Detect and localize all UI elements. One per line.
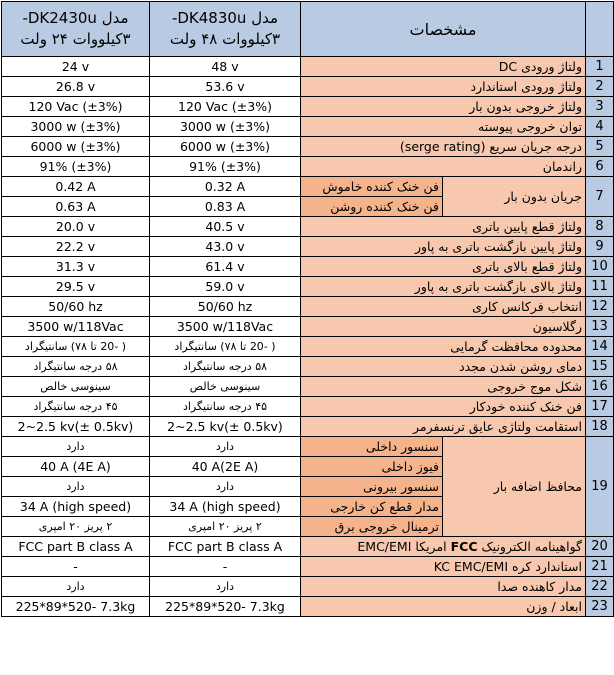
row-number: 5 bbox=[586, 137, 614, 157]
spec-label: جریان بدون بار bbox=[443, 177, 586, 217]
value-model-a: 50/60 hz bbox=[2, 297, 150, 317]
table-row bbox=[2, 277, 614, 297]
value-model-a: - bbox=[2, 557, 150, 577]
spec-label: مدار کاهنده صدا bbox=[301, 577, 586, 597]
table-row bbox=[2, 257, 614, 277]
row-number: 10 bbox=[586, 257, 614, 277]
spec-table bbox=[1, 1, 614, 617]
header-model-a-line1: مدل DK2430u- bbox=[22, 9, 129, 27]
spec-label: استقامت ولتاژی عایق ترنسفرمر bbox=[301, 417, 586, 437]
header-row bbox=[2, 2, 614, 57]
spec-label bbox=[301, 537, 586, 557]
value-model-a: 2~2.5 kv(± 0.5kv) bbox=[2, 417, 150, 437]
row-number: 3 bbox=[586, 97, 614, 117]
table-row bbox=[2, 297, 614, 317]
sub-spec-label: فن خنک کننده روشن bbox=[301, 197, 443, 217]
value-model-b: دارد bbox=[150, 437, 301, 457]
table-row bbox=[2, 397, 614, 417]
spec-label: ولتاژ خروجی بدون بار bbox=[301, 97, 586, 117]
value-model-b: 6000 w (±3%) bbox=[150, 137, 301, 157]
value-model-b: 59.0 v bbox=[150, 277, 301, 297]
value-model-b: 50/60 hz bbox=[150, 297, 301, 317]
row-number: 2 bbox=[586, 77, 614, 97]
value-model-b: ۲ پریز ۲۰ امپری bbox=[150, 517, 301, 537]
table-row bbox=[2, 237, 614, 257]
spec-label: ولتاژ بالای بازگشت باتری به پاور bbox=[301, 277, 586, 297]
value-model-a: سینوسی خالص bbox=[2, 377, 150, 397]
value-model-b: - bbox=[150, 557, 301, 577]
table-row bbox=[2, 317, 614, 337]
value-model-a: 34 A (high speed) bbox=[2, 497, 150, 517]
row-number: 19 bbox=[586, 437, 614, 537]
table-row bbox=[2, 177, 614, 197]
header-model-b bbox=[150, 2, 301, 57]
spec-label: فن خنک کننده خودکار bbox=[301, 397, 586, 417]
value-model-a: ( -20 تا ۷۸) سانتیگراد bbox=[2, 337, 150, 357]
spec-label: راندمان bbox=[301, 157, 586, 177]
table-row bbox=[2, 117, 614, 137]
row-number: 17 bbox=[586, 397, 614, 417]
value-model-a: 29.5 v bbox=[2, 277, 150, 297]
row-number: 18 bbox=[586, 417, 614, 437]
spec-label: ولتاژ ورودی DC bbox=[301, 57, 586, 77]
row-number: 21 bbox=[586, 557, 614, 577]
row-number: 11 bbox=[586, 277, 614, 297]
sub-spec-label: فیوز داخلی bbox=[301, 457, 443, 477]
value-model-b: 91% (±3%) bbox=[150, 157, 301, 177]
value-model-b: 3000 w (±3%) bbox=[150, 117, 301, 137]
row-number: 23 bbox=[586, 597, 614, 617]
spec-label: محافظ اضافه بار bbox=[443, 437, 586, 537]
value-model-a: 120 Vac (±3%) bbox=[2, 97, 150, 117]
spec-label: ولتاژ قطع پایین باتری bbox=[301, 217, 586, 237]
value-model-b: 3500 w/118Vac bbox=[150, 317, 301, 337]
sub-spec-label: سنسور داخلی bbox=[301, 437, 443, 457]
value-model-b: 34 A (high speed) bbox=[150, 497, 301, 517]
spec-label: رگلاسیون bbox=[301, 317, 586, 337]
header-model-b-line2: ۳کیلووات ۴۸ ولت bbox=[169, 30, 281, 48]
value-model-a: 40 A (4E A) bbox=[2, 457, 150, 477]
table-row bbox=[2, 57, 614, 77]
spec-label: استاندارد کره KC EMC/EMI bbox=[301, 557, 586, 577]
spec-label: درجه جریان سریع (serge rating) bbox=[301, 137, 586, 157]
row-number: 1 bbox=[586, 57, 614, 77]
value-model-b: ۴۵ درجه سانتیگراد bbox=[150, 397, 301, 417]
value-model-a: FCC part B class A bbox=[2, 537, 150, 557]
value-model-a: دارد bbox=[2, 477, 150, 497]
row-number: 9 bbox=[586, 237, 614, 257]
sub-spec-label: ترمینال خروجی برق bbox=[301, 517, 443, 537]
spec-label: ابعاد / وزن bbox=[301, 597, 586, 617]
value-model-b: 53.6 v bbox=[150, 77, 301, 97]
value-model-a: 24 v bbox=[2, 57, 150, 77]
value-model-a: 26.8 v bbox=[2, 77, 150, 97]
row-number: 12 bbox=[586, 297, 614, 317]
table-row bbox=[2, 417, 614, 437]
header-spec: مشخصات bbox=[301, 2, 586, 57]
table-row bbox=[2, 337, 614, 357]
spec-label: انتخاب فرکانس کاری bbox=[301, 297, 586, 317]
value-model-a: 3500 w/118Vac bbox=[2, 317, 150, 337]
sub-spec-label: سنسور بیرونی bbox=[301, 477, 443, 497]
spec-label: محدوده محافظت گرمایی bbox=[301, 337, 586, 357]
value-model-a: دارد bbox=[2, 437, 150, 457]
spec-label-part: امریکا EMC/EMI bbox=[357, 539, 447, 554]
row-number: 8 bbox=[586, 217, 614, 237]
value-model-b: 61.4 v bbox=[150, 257, 301, 277]
header-model-a bbox=[2, 2, 150, 57]
value-model-a: ۴۵ درجه سانتیگراد bbox=[2, 397, 150, 417]
value-model-a: 0.42 A bbox=[2, 177, 150, 197]
row-number: 20 bbox=[586, 537, 614, 557]
spec-label: شکل موج خروجی bbox=[301, 377, 586, 397]
value-model-b: 225*89*520- 7.3kg bbox=[150, 597, 301, 617]
value-model-a: 22.2 v bbox=[2, 237, 150, 257]
value-model-b: FCC part B class A bbox=[150, 537, 301, 557]
table-row bbox=[2, 357, 614, 377]
value-model-a: 6000 w (±3%) bbox=[2, 137, 150, 157]
row-number: 7 bbox=[586, 177, 614, 217]
value-model-b: 2~2.5 kv(± 0.5kv) bbox=[150, 417, 301, 437]
table-row bbox=[2, 557, 614, 577]
value-model-a: ۲ پریز ۲۰ امپری bbox=[2, 517, 150, 537]
value-model-b: 43.0 v bbox=[150, 237, 301, 257]
value-model-a: 91% (±3%) bbox=[2, 157, 150, 177]
value-model-b: سینوسی خالص bbox=[150, 377, 301, 397]
value-model-b: 48 v bbox=[150, 57, 301, 77]
value-model-b: 120 Vac (±3%) bbox=[150, 97, 301, 117]
row-number: 16 bbox=[586, 377, 614, 397]
table-row bbox=[2, 537, 614, 557]
sub-spec-label: مدار قطع کن خارجی bbox=[301, 497, 443, 517]
value-model-b: ( -20 تا ۷۸) سانتیگراد bbox=[150, 337, 301, 357]
value-model-b: دارد bbox=[150, 477, 301, 497]
value-model-b: دارد bbox=[150, 577, 301, 597]
sub-spec-label: فن خنک کننده خاموش bbox=[301, 177, 443, 197]
value-model-a: ۵۸ درجه سانتیگراد bbox=[2, 357, 150, 377]
row-number: 13 bbox=[586, 317, 614, 337]
table-row bbox=[2, 377, 614, 397]
value-model-a: 3000 w (±3%) bbox=[2, 117, 150, 137]
row-number: 14 bbox=[586, 337, 614, 357]
table-row bbox=[2, 157, 614, 177]
row-number: 4 bbox=[586, 117, 614, 137]
value-model-b: 40 A(2E A) bbox=[150, 457, 301, 477]
row-number: 22 bbox=[586, 577, 614, 597]
header-model-b-line1: مدل DK4830u- bbox=[171, 9, 279, 27]
spec-label: دمای روشن شدن مجدد bbox=[301, 357, 586, 377]
spec-label-fcc: FCC bbox=[450, 539, 478, 554]
row-number: 15 bbox=[586, 357, 614, 377]
value-model-b: 0.32 A bbox=[150, 177, 301, 197]
value-model-a: 225*89*520- 7.3kg bbox=[2, 597, 150, 617]
table-row bbox=[2, 137, 614, 157]
table-row bbox=[2, 217, 614, 237]
spec-label: ولتاژ پایین بازگشت باتری به پاور bbox=[301, 237, 586, 257]
spec-label: توان خروجی پیوسته bbox=[301, 117, 586, 137]
table-row bbox=[2, 437, 614, 457]
value-model-a: 31.3 v bbox=[2, 257, 150, 277]
spec-label: ولتاژ قطع بالای باتری bbox=[301, 257, 586, 277]
value-model-a: 20.0 v bbox=[2, 217, 150, 237]
value-model-b: ۵۸ درجه سانتیگراد bbox=[150, 357, 301, 377]
header-model-a-line2: ۳کیلووات ۲۴ ولت bbox=[20, 30, 131, 48]
spec-label: ولتاژ ورودی استاندارد bbox=[301, 77, 586, 97]
value-model-b: 40.5 v bbox=[150, 217, 301, 237]
value-model-b: 0.83 A bbox=[150, 197, 301, 217]
row-number: 6 bbox=[586, 157, 614, 177]
table-row bbox=[2, 97, 614, 117]
table-row bbox=[2, 77, 614, 97]
value-model-a: دارد bbox=[2, 577, 150, 597]
value-model-a: 0.63 A bbox=[2, 197, 150, 217]
spec-label-part: گواهینامه الکترونیک bbox=[481, 539, 583, 554]
header-num bbox=[586, 2, 614, 57]
table-row bbox=[2, 577, 614, 597]
table-row bbox=[2, 597, 614, 617]
